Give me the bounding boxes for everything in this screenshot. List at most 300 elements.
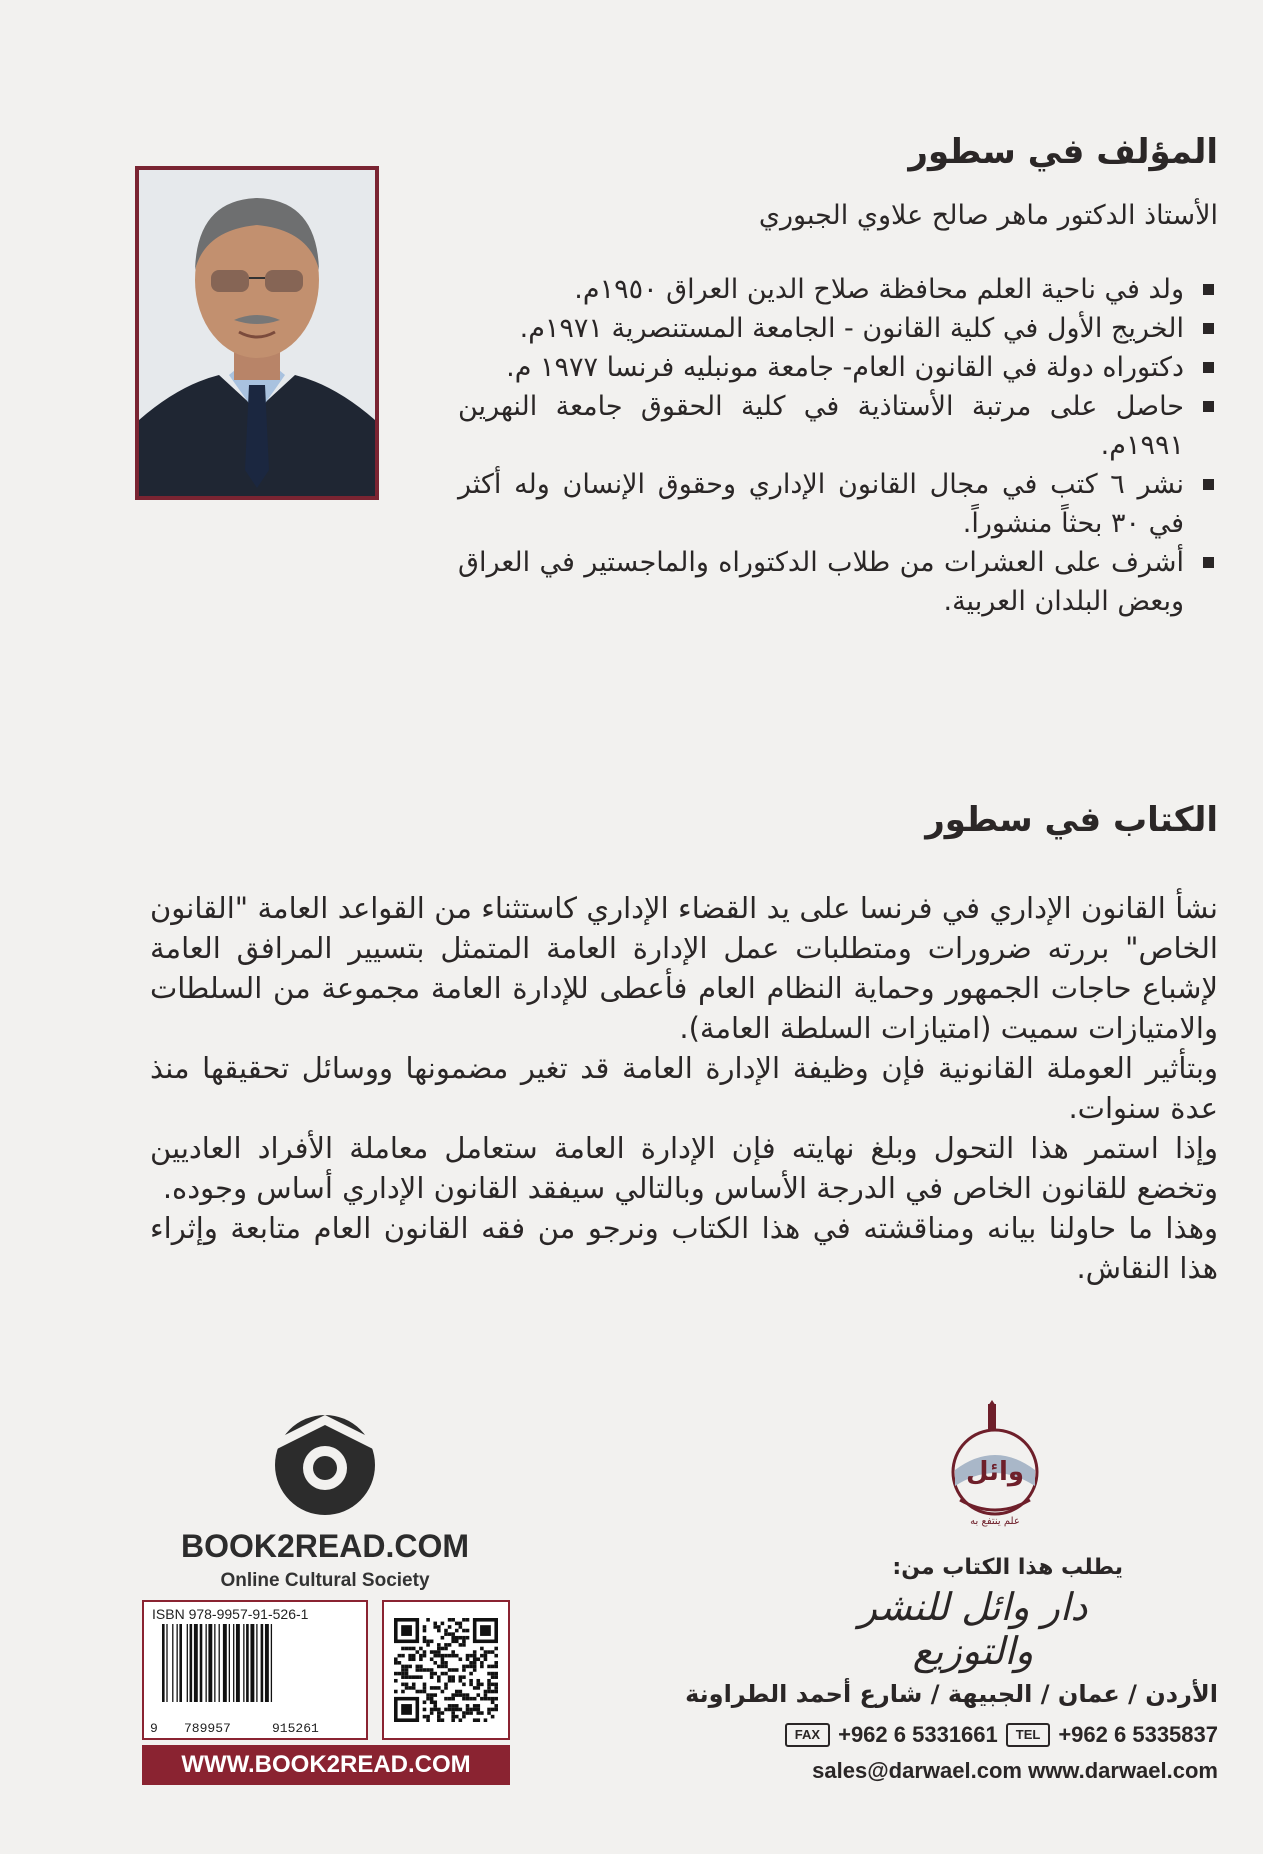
- qr-module: [433, 1622, 437, 1626]
- qr-code: [382, 1600, 510, 1740]
- qr-module: [433, 1700, 437, 1704]
- qr-module: [494, 1690, 498, 1694]
- qr-module: [437, 1643, 441, 1647]
- barcode-bar: [172, 1624, 173, 1702]
- qr-module: [430, 1711, 434, 1715]
- qr-module: [394, 1661, 398, 1665]
- dar-wael-motto: علم ينتفع به: [970, 1516, 1020, 1527]
- qr-module: [419, 1657, 423, 1661]
- qr-module: [401, 1665, 405, 1669]
- qr-module: [448, 1697, 452, 1701]
- qr-module: [401, 1668, 405, 1672]
- qr-module: [416, 1675, 420, 1679]
- qr-module: [476, 1683, 480, 1687]
- book-paragraph: نشأ القانون الإداري في فرنسا على يد القضاء الإداري كاستثناء من القواعد العامة "القانون الخاص" بررته ضرورات ومتطلبات عمل الإدارة العامة المتمثل بتسيير المرافق العامة لإشباع حاجات الجمهور وحماية النظام العام فأعطى للإدارة العامة مجموعة من السلطات والامتيازات سميت (امتيازات السلطة العامة).: [150, 891, 1218, 1045]
- qr-module: [448, 1679, 452, 1683]
- qr-module: [419, 1668, 423, 1672]
- qr-module: [466, 1618, 470, 1622]
- barcode-bar: [187, 1624, 188, 1702]
- qr-module: [459, 1675, 463, 1679]
- qr-module: [466, 1693, 470, 1697]
- qr-module: [423, 1708, 427, 1712]
- qr-module: [476, 1718, 480, 1722]
- qr-module: [455, 1693, 459, 1697]
- qr-module: [423, 1700, 427, 1704]
- barcode-digits-right: 915261: [272, 1721, 319, 1736]
- qr-module: [462, 1629, 466, 1633]
- qr-module: [416, 1665, 420, 1669]
- qr-module: [469, 1661, 473, 1665]
- qr-module: [419, 1647, 423, 1651]
- qr-module: [487, 1711, 491, 1715]
- qr-module: [469, 1672, 473, 1676]
- qr-module: [451, 1618, 455, 1622]
- qr-module: [494, 1708, 498, 1712]
- qr-module: [462, 1683, 466, 1687]
- qr-module: [491, 1672, 495, 1676]
- qr-module: [405, 1672, 409, 1676]
- qr-module: [423, 1640, 427, 1644]
- list-item: أشرف على العشرات من طلاب الدكتوراه والماجستير في العراق وبعض البلدان العربية.: [458, 543, 1218, 621]
- qr-module: [448, 1625, 452, 1629]
- qr-module: [451, 1704, 455, 1708]
- qr-module: [423, 1636, 427, 1640]
- qr-module: [401, 1675, 405, 1679]
- qr-module: [401, 1683, 405, 1687]
- qr-module: [441, 1654, 445, 1658]
- qr-module: [455, 1629, 459, 1633]
- barcode-bar: [246, 1624, 249, 1702]
- qr-module: [491, 1683, 495, 1687]
- qr-module: [451, 1632, 455, 1636]
- qr-module: [430, 1672, 434, 1676]
- qr-module: [430, 1693, 434, 1697]
- qr-module: [419, 1654, 423, 1658]
- qr-module: [459, 1636, 463, 1640]
- qr-module: [398, 1672, 402, 1676]
- order-text: يطلب هذا الكتاب من:: [892, 1555, 1123, 1580]
- qr-module: [469, 1708, 473, 1712]
- barcode-bar: [179, 1624, 182, 1702]
- qr-module: [405, 1668, 409, 1672]
- qr-module: [437, 1686, 441, 1690]
- qr-module: [433, 1704, 437, 1708]
- qr-module: [412, 1683, 416, 1687]
- qr-module: [444, 1661, 448, 1665]
- barcode-bar: [177, 1624, 178, 1702]
- qr-module: [484, 1718, 488, 1722]
- barcode-bar: [265, 1624, 269, 1702]
- qr-module: [476, 1686, 480, 1690]
- barcode-bar: [219, 1624, 220, 1702]
- qr-module: [480, 1683, 484, 1687]
- qr-module: [451, 1654, 455, 1658]
- qr-module: [451, 1697, 455, 1701]
- qr-module: [408, 1647, 412, 1651]
- book2read-title: BOOK2READ.COM: [180, 1528, 469, 1564]
- qr-module: [473, 1704, 477, 1708]
- qr-module: [444, 1708, 448, 1712]
- qr-module: [484, 1690, 488, 1694]
- qr-module: [455, 1622, 459, 1626]
- qr-module: [416, 1668, 420, 1672]
- qr-module: [469, 1654, 473, 1658]
- qr-module: [487, 1683, 491, 1687]
- qr-module: [448, 1654, 452, 1658]
- qr-module: [408, 1665, 412, 1669]
- qr-module: [462, 1697, 466, 1701]
- qr-module: [416, 1650, 420, 1654]
- barcode-bar: [223, 1624, 227, 1702]
- qr-module: [480, 1625, 491, 1636]
- qr-module: [455, 1640, 459, 1644]
- qr-module: [437, 1650, 441, 1654]
- qr-module: [487, 1665, 491, 1669]
- qr-module: [412, 1654, 416, 1658]
- qr-module: [441, 1636, 445, 1640]
- qr-module: [437, 1675, 441, 1679]
- qr-module: [455, 1668, 459, 1672]
- qr-module: [433, 1686, 437, 1690]
- barcode-bar: [214, 1624, 215, 1702]
- list-item: دكتوراه دولة في القانون العام- جامعة مونبليه فرنسا ١٩٧٧ م.: [458, 348, 1218, 387]
- qr-module: [408, 1675, 412, 1679]
- qr-module: [433, 1693, 437, 1697]
- qr-module: [423, 1668, 427, 1672]
- qr-module: [487, 1679, 491, 1683]
- qr-module: [466, 1708, 470, 1712]
- qr-module: [426, 1697, 430, 1701]
- qr-module: [484, 1650, 488, 1654]
- qr-module: [437, 1647, 441, 1651]
- qr-module: [476, 1711, 480, 1715]
- qr-module: [423, 1686, 427, 1690]
- qr-module: [480, 1711, 484, 1715]
- qr-module: [441, 1657, 445, 1661]
- qr-module: [444, 1665, 448, 1669]
- qr-module: [473, 1661, 477, 1665]
- barcode-bar: [261, 1624, 264, 1702]
- qr-module: [444, 1697, 448, 1701]
- qr-module: [494, 1654, 498, 1658]
- dar-wael-logo-icon: [930, 1400, 1060, 1530]
- qr-module: [462, 1668, 466, 1672]
- qr-module: [437, 1715, 441, 1719]
- qr-module: [451, 1718, 455, 1722]
- qr-module: [437, 1718, 441, 1722]
- qr-module: [491, 1697, 495, 1701]
- qr-module: [494, 1683, 498, 1687]
- qr-module: [398, 1661, 402, 1665]
- qr-module: [473, 1654, 477, 1658]
- qr-module: [433, 1625, 437, 1629]
- book-paragraph: وإذا استمر هذا التحول وبلغ نهايته فإن الإدارة العامة ستعامل معاملة الأفراد العاديين وتخضع للقانون الخاص في الدرجة الأساس وبالتالي سيفقد القانون الإداري أساس وجوده.: [150, 1131, 1218, 1205]
- qr-module: [484, 1693, 488, 1697]
- qr-module: [419, 1690, 423, 1694]
- qr-module: [441, 1718, 445, 1722]
- qr-module: [466, 1704, 470, 1708]
- qr-module: [408, 1657, 412, 1661]
- qr-module: [466, 1636, 470, 1640]
- qr-module: [401, 1690, 405, 1694]
- barcode-bar: [162, 1624, 165, 1702]
- qr-module: [459, 1643, 463, 1647]
- qr-module: [473, 1686, 477, 1690]
- email-address: sales@darwael.com: [812, 1758, 1022, 1783]
- qr-module: [426, 1668, 430, 1672]
- qr-module: [401, 1654, 405, 1658]
- qr-module: [444, 1683, 448, 1687]
- qr-module: [462, 1675, 466, 1679]
- qr-module: [419, 1665, 423, 1669]
- qr-module: [494, 1672, 498, 1676]
- qr-module: [451, 1640, 455, 1644]
- qr-module: [416, 1690, 420, 1694]
- qr-module: [462, 1693, 466, 1697]
- qr-module: [394, 1657, 398, 1661]
- qr-module: [426, 1618, 430, 1622]
- qr-module: [462, 1665, 466, 1669]
- book-description: [150, 888, 1218, 1288]
- qr-module: [484, 1697, 488, 1701]
- publisher-name: دار وائل للنشر والتوزيع: [858, 1585, 1088, 1673]
- qr-module: [426, 1640, 430, 1644]
- qr-module: [412, 1647, 416, 1651]
- qr-module: [455, 1636, 459, 1640]
- qr-module: [430, 1697, 434, 1701]
- qr-module: [401, 1647, 405, 1651]
- qr-module: [469, 1679, 473, 1683]
- dar-wael-logo-text: وائل: [965, 1457, 1025, 1487]
- qr-module: [466, 1665, 470, 1669]
- qr-module: [408, 1686, 412, 1690]
- qr-module: [451, 1708, 455, 1712]
- qr-module: [476, 1708, 480, 1712]
- qr-module: [448, 1675, 452, 1679]
- contact-row: [785, 1722, 1218, 1748]
- qr-module: [459, 1708, 463, 1712]
- qr-module: [494, 1704, 498, 1708]
- barcode-bar: [208, 1624, 212, 1702]
- barcode-bar: [236, 1624, 240, 1702]
- qr-module: [394, 1690, 398, 1694]
- qr-module: [412, 1686, 416, 1690]
- barcode-bar: [190, 1624, 193, 1702]
- book-paragraph: وهذا ما حاولنا بيانه ومناقشته في هذا الكتاب ونرجو من فقه القانون العام متابعة وإثراء هذا النقاش.: [150, 1211, 1218, 1285]
- qr-module: [459, 1690, 463, 1694]
- isbn-barcode: [142, 1600, 368, 1740]
- qr-module: [451, 1675, 455, 1679]
- qr-module: [437, 1654, 441, 1658]
- qr-module: [430, 1686, 434, 1690]
- qr-module: [494, 1686, 498, 1690]
- qr-module: [462, 1715, 466, 1719]
- list-item: نشر ٦ كتب في مجال القانون الإداري وحقوق الإنسان وله أكثر في ٣٠ بحثاً منشوراً.: [458, 465, 1218, 543]
- qr-module: [494, 1665, 498, 1669]
- barcode-bar: [229, 1624, 230, 1702]
- qr-module: [437, 1711, 441, 1715]
- qr-module: [484, 1654, 488, 1658]
- qr-module: [451, 1679, 455, 1683]
- qr-module: [423, 1625, 427, 1629]
- publisher-address: الأردن / عمان / الجبيهة / شارع أحمد الطراونة: [685, 1680, 1218, 1708]
- book-heading: الكتاب في سطور: [925, 800, 1218, 840]
- book2read-url: WWW.BOOK2READ.COM: [142, 1745, 510, 1785]
- author-photo: [135, 166, 379, 500]
- qr-module: [423, 1654, 427, 1658]
- qr-module: [430, 1708, 434, 1712]
- qr-module: [466, 1629, 470, 1633]
- qr-module: [441, 1711, 445, 1715]
- qr-module: [491, 1665, 495, 1669]
- qr-module: [487, 1690, 491, 1694]
- qr-module: [405, 1647, 409, 1651]
- author-portrait-icon: [139, 170, 375, 496]
- author-bullets: [458, 270, 1218, 621]
- qr-module: [426, 1693, 430, 1697]
- barcode-bar: [271, 1624, 272, 1702]
- qr-module: [455, 1715, 459, 1719]
- qr-module: [462, 1711, 466, 1715]
- qr-module: [480, 1697, 484, 1701]
- tel-number: +962 6 5335837: [1058, 1722, 1218, 1747]
- qr-module: [441, 1672, 445, 1676]
- barcode-bar: [233, 1624, 234, 1702]
- qr-module: [430, 1640, 434, 1644]
- qr-module: [441, 1665, 445, 1669]
- qr-module: [469, 1697, 473, 1701]
- qr-module: [437, 1625, 441, 1629]
- qr-module: [462, 1636, 466, 1640]
- qr-module: [430, 1668, 434, 1672]
- qr-module: [491, 1715, 495, 1719]
- qr-module: [466, 1654, 470, 1658]
- qr-module: [487, 1697, 491, 1701]
- qr-module: [473, 1668, 477, 1672]
- qr-module: [462, 1618, 466, 1622]
- website-address: www.darwael.com: [1028, 1758, 1218, 1783]
- qr-module: [473, 1650, 477, 1654]
- qr-module: [433, 1654, 437, 1658]
- qr-module: [412, 1657, 416, 1661]
- barcode-bars-icon: [162, 1624, 352, 1718]
- qr-module: [405, 1675, 409, 1679]
- qr-module: [484, 1657, 488, 1661]
- qr-module: [473, 1718, 477, 1722]
- qr-module: [437, 1629, 441, 1633]
- list-item: ولد في ناحية العلم محافظة صلاح الدين العراق ١٩٥٠م.: [458, 270, 1218, 309]
- list-item: حاصل على مرتبة الأستاذية في كلية الحقوق جامعة النهرين ١٩٩١م.: [458, 387, 1218, 465]
- qr-module: [459, 1679, 463, 1683]
- book2read-tagline: Online Cultural Society: [220, 1570, 430, 1591]
- qr-module: [455, 1654, 459, 1658]
- qr-module: [405, 1665, 409, 1669]
- qr-module: [476, 1693, 480, 1697]
- barcode-digits-mid: 789957: [184, 1721, 231, 1736]
- qr-module: [466, 1657, 470, 1661]
- book-paragraph: وبتأثير العوملة القانونية فإن وظيفة الإدارة العامة قد تغير مضمونها ووسائل تحقيقها منذ عدة سنوات.: [150, 1051, 1218, 1125]
- qr-module: [448, 1708, 452, 1712]
- qr-module: [448, 1704, 452, 1708]
- barcode-bar: [250, 1624, 254, 1702]
- author-heading: المؤلف في سطور: [908, 132, 1218, 172]
- qr-module: [430, 1650, 434, 1654]
- qr-module: [451, 1636, 455, 1640]
- barcode-bar: [166, 1624, 167, 1702]
- qr-module: [433, 1708, 437, 1712]
- qr-module: [405, 1686, 409, 1690]
- qr-module: [444, 1643, 448, 1647]
- qr-module: [487, 1686, 491, 1690]
- qr-module: [405, 1683, 409, 1687]
- qr-module: [423, 1683, 427, 1687]
- qr-module: [473, 1665, 477, 1669]
- qr-module: [448, 1632, 452, 1636]
- qr-module: [401, 1704, 412, 1715]
- qr-module: [476, 1657, 480, 1661]
- qr-module: [448, 1668, 452, 1672]
- qr-module: [423, 1629, 427, 1633]
- qr-module: [451, 1693, 455, 1697]
- qr-module: [451, 1711, 455, 1715]
- qr-module: [469, 1665, 473, 1669]
- qr-module: [433, 1672, 437, 1676]
- fax-number: +962 6 5331661: [838, 1722, 998, 1747]
- qr-module: [444, 1647, 448, 1651]
- qr-module: [455, 1690, 459, 1694]
- qr-module: [394, 1672, 398, 1676]
- qr-module: [433, 1650, 437, 1654]
- qr-module: [398, 1654, 402, 1658]
- qr-module: [487, 1650, 491, 1654]
- qr-module: [480, 1654, 484, 1658]
- qr-module: [430, 1675, 434, 1679]
- qr-module: [426, 1715, 430, 1719]
- qr-module: [459, 1657, 463, 1661]
- qr-module: [444, 1686, 448, 1690]
- qr-module: [451, 1668, 455, 1672]
- qr-module: [437, 1665, 441, 1669]
- barcode-bar: [256, 1624, 257, 1702]
- qr-module: [444, 1672, 448, 1676]
- qr-module: [437, 1679, 441, 1683]
- barcode-digit-left: 9: [150, 1721, 158, 1736]
- qr-module: [459, 1625, 463, 1629]
- qr-module: [459, 1718, 463, 1722]
- qr-module: [480, 1661, 484, 1665]
- qr-module: [494, 1647, 498, 1651]
- qr-module: [491, 1690, 495, 1694]
- barcode-bar: [243, 1624, 244, 1702]
- qr-module: [423, 1715, 427, 1719]
- qr-module: [462, 1643, 466, 1647]
- qr-module: [441, 1647, 445, 1651]
- qr-module: [476, 1679, 480, 1683]
- qr-module: [448, 1618, 452, 1622]
- qr-module: [476, 1704, 480, 1708]
- qr-module: [462, 1640, 466, 1644]
- qr-module: [441, 1661, 445, 1665]
- qr-module: [473, 1657, 477, 1661]
- qr-module: [494, 1661, 498, 1665]
- qr-module: [487, 1708, 491, 1712]
- author-name: الأستاذ الدكتور ماهر صالح علاوي الجبوري: [758, 200, 1218, 231]
- qr-module: [459, 1622, 463, 1626]
- contact-web: [812, 1758, 1218, 1784]
- qr-module: [466, 1697, 470, 1701]
- tel-label: TEL: [1006, 1723, 1051, 1747]
- list-item: الخريج الأول في كلية القانون - الجامعة المستنصرية ١٩٧١م.: [458, 309, 1218, 348]
